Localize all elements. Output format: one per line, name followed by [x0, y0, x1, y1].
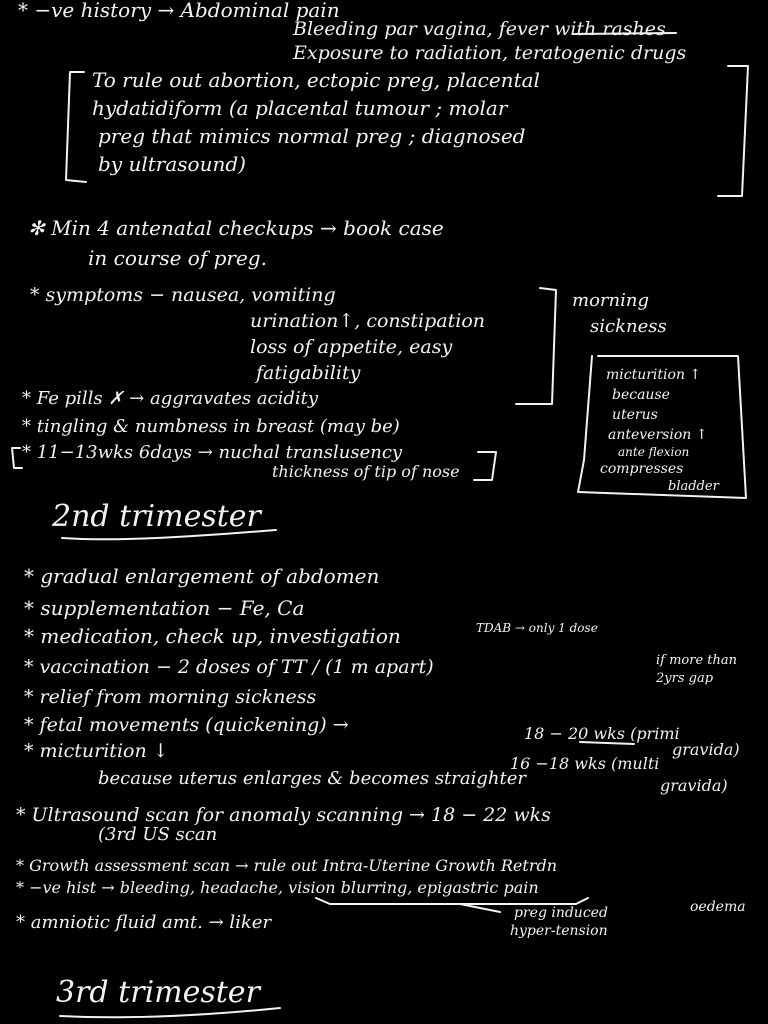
bracket-right — [718, 66, 748, 196]
note-line: 18 − 20 wks (primi — [524, 724, 680, 743]
note-line: 16 −18 wks (multi — [510, 754, 660, 773]
section-heading: 3rd trimester — [56, 975, 260, 1010]
note-line: * supplementation − Fe, Ca — [24, 596, 305, 620]
note-line: * Fe pills ✗ → aggravates acidity — [22, 388, 319, 409]
bracket-symptoms — [516, 288, 556, 404]
note-line: * medication, check up, investigation — [24, 624, 401, 648]
note-line: * amniotic fluid amt. → liker — [16, 912, 272, 933]
underline — [580, 742, 634, 744]
note-line: because — [612, 387, 670, 403]
note-line: urination↑, constipation — [250, 310, 486, 332]
note-line: ante flexion — [618, 445, 690, 459]
box-micturition — [578, 356, 746, 498]
note-line: preg induced — [514, 905, 608, 921]
bracket-nuchal — [12, 448, 22, 468]
heading-underline — [62, 530, 276, 539]
bracket-nuchal-right — [474, 452, 496, 480]
note-line: preg that mimics normal preg ; diagnosed — [98, 124, 526, 148]
note-line: fatigability — [256, 362, 361, 384]
note-line: * fetal movements (quickening) → — [24, 714, 349, 736]
note-line: * −ve hist → bleeding, headache, vision blurring, epigastric pain — [16, 878, 539, 897]
note-line: * symptoms − nausea, vomiting — [30, 284, 336, 306]
note-line: micturition ↑ — [606, 367, 702, 383]
note-line: * tingling & numbness in breast (may be) — [22, 416, 400, 437]
note-line: gravida) — [672, 740, 740, 759]
note-line: hyper-tension — [510, 923, 608, 939]
arrow-stroke — [460, 904, 500, 912]
note-line: if more than — [656, 653, 738, 668]
section-heading: 2nd trimester — [52, 499, 261, 534]
bracket-left — [66, 72, 86, 182]
note-line: * Growth assessment scan → rule out Intra-Uterine Growth Retrdn — [16, 856, 558, 875]
note-line: Bleeding par vagina, fever with rashes — [293, 18, 666, 40]
note-line: * Ultrasound scan for anomaly scanning → 18 − 22 wks — [16, 804, 551, 826]
note-line: 2yrs gap — [656, 671, 714, 686]
note-line: (3rd US scan — [98, 824, 218, 845]
note-line: anteversion ↑ — [608, 427, 708, 443]
note-line: Exposure to radiation, teratogenic drugs — [293, 42, 687, 64]
note-line: * relief from morning sickness — [24, 686, 317, 708]
heading-underline — [60, 1008, 280, 1017]
note-line: To rule out abortion, ectopic preg, placental — [92, 68, 540, 92]
note-line: * 11−13wks 6days → nuchal translusency — [22, 442, 403, 463]
note-line: morning — [572, 290, 649, 311]
note-line: sickness — [590, 316, 667, 337]
note-line: ✻ Min 4 antenatal checkups → book case — [28, 216, 444, 240]
note-line: in course of preg. — [88, 246, 267, 270]
note-line: by ultrasound) — [98, 152, 246, 176]
note-line: loss of appetite, easy — [250, 336, 453, 358]
brace-underline — [316, 898, 588, 904]
note-line: * gradual enlargement of abdomen — [24, 564, 380, 588]
note-line: thickness of tip of nose — [272, 462, 460, 481]
note-line: uterus — [612, 407, 658, 423]
note-line: * −ve history → Abdominal pain — [18, 0, 340, 22]
note-line: * vaccination − 2 doses of TT / (1 m apart) — [24, 656, 434, 678]
note-line: compresses — [600, 461, 684, 477]
note-line: * micturition ↓ — [24, 740, 169, 762]
note-line: because uterus enlarges & becomes straighter — [98, 768, 526, 789]
note-line: gravida) — [660, 776, 728, 795]
note-line: TDAB → only 1 dose — [476, 621, 598, 635]
note-line: hydatidiform (a placental tumour ; molar — [92, 96, 508, 120]
underline — [574, 33, 676, 34]
note-line: bladder — [668, 479, 719, 494]
note-line: oedema — [690, 899, 746, 915]
